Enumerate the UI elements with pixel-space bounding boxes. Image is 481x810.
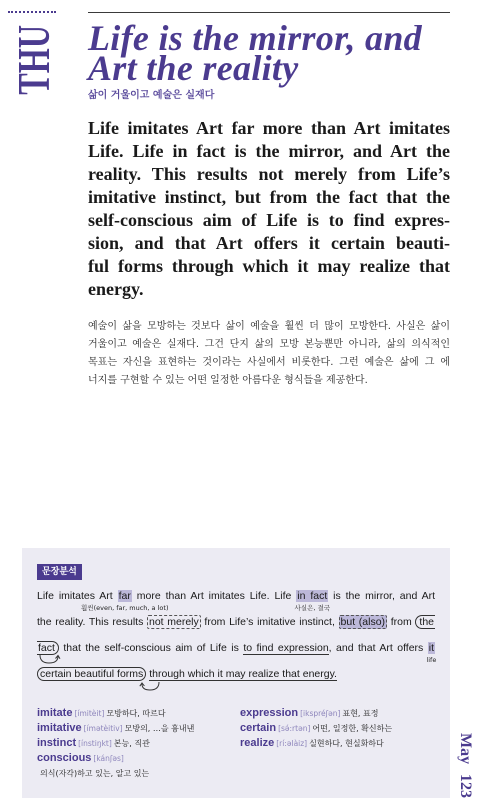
- sentence-text: [387, 616, 415, 628]
- vocab-pronunciation: [sə́:rtən]: [278, 724, 311, 733]
- korean-line: 목표는 자신을 표현하는 것이라는 사실에서 비롯한다. 그런 예술은 삶에 그 에: [88, 357, 450, 368]
- gloss-note: life: [426, 656, 437, 664]
- vocab-pronunciation: [ímətèitiv]: [83, 724, 123, 733]
- english-line: ful forms through which it may realize that: [88, 256, 450, 276]
- phrase-text: in fact: [297, 590, 328, 602]
- sentence-text: [328, 590, 435, 602]
- connector-arrow-icon: [36, 654, 62, 665]
- vocab-item: [240, 704, 392, 719]
- sentence-text: [329, 642, 428, 654]
- phrase-text: from: [387, 616, 416, 628]
- analysis-label: 문장분석: [37, 564, 82, 580]
- vocab-meaning: 어떤, 일정한, 확신하는: [312, 724, 393, 733]
- page-title: [88, 18, 458, 88]
- gloss-note: 훨씬(even, far, much, a lot): [81, 604, 169, 612]
- phrase-text: far: [118, 590, 131, 602]
- vocab-meaning: 모방하다, 따르다: [106, 709, 166, 718]
- analysis-line: [37, 640, 435, 666]
- vocab-meaning: 표현, 표정: [342, 709, 379, 718]
- korean-line: 거울이고 예술은 실재다. 그건 단지 삶의 모방 본능뿐만 아니라, 삶의 의식적인: [88, 339, 450, 350]
- english-line: reality. This results not merely from Life’s: [88, 164, 450, 184]
- phrase-text: it: [428, 642, 434, 654]
- english-passage: [88, 117, 450, 301]
- marked-phrase: [415, 615, 435, 629]
- vocab-meaning: 본능, 직관: [113, 739, 150, 748]
- vocab-word: certain: [240, 722, 277, 734]
- marked-phrase: [37, 667, 146, 681]
- korean-translation: [88, 318, 450, 390]
- marked-phrase: [243, 642, 328, 655]
- marked-phrase: [339, 615, 388, 629]
- page-number: 123: [457, 774, 474, 799]
- vocab-word: instinct: [37, 737, 77, 749]
- marked-phrase: [149, 668, 337, 681]
- vocab-item: [37, 749, 194, 779]
- vocab-word: conscious: [37, 752, 92, 764]
- vocab-column-left: [37, 704, 194, 779]
- title-line-2: Art the reality: [88, 48, 299, 88]
- dotted-ornament: [8, 11, 56, 13]
- sentence-text: [59, 642, 243, 654]
- marked-phrase: [147, 615, 201, 629]
- vocab-word: expression: [240, 707, 299, 719]
- phrase-text: but (also): [340, 616, 386, 628]
- sentence-text: [201, 616, 339, 628]
- marked-phrase: [426, 642, 437, 664]
- vocab-pronunciation: [ímitèit]: [74, 709, 105, 718]
- sentence-text: [37, 616, 147, 628]
- phrase-text: fact: [38, 642, 55, 654]
- english-line: self-conscious aim of Life is to find expres-: [88, 210, 450, 230]
- phrase-text: not merely: [148, 616, 199, 628]
- marked-phrase: [294, 590, 331, 612]
- vocab-item: [240, 719, 392, 734]
- english-line: Life imitates Art far more than Art imitates: [88, 118, 450, 138]
- phrase-text: the: [419, 616, 435, 628]
- vocab-word: realize: [240, 737, 275, 749]
- vocab-pronunciation: [ikspréʃən]: [300, 709, 341, 718]
- vocab-column-right: [240, 704, 392, 749]
- header-rule: [88, 12, 450, 13]
- phrase-text: the reality. This results: [37, 616, 147, 628]
- english-line: energy.: [88, 279, 144, 299]
- phrase-text: through which it may realize that energy.: [149, 668, 337, 680]
- sentence-text: [37, 590, 118, 602]
- korean-subtitle: 삶이 거울이고 예술은 실재다: [88, 90, 215, 101]
- english-line: imitative instinct, but from the fact that the: [88, 187, 450, 207]
- phrase-text: Life imitates Art: [37, 590, 118, 602]
- vocab-item: [37, 704, 194, 719]
- vocab-meaning: 실현하다, 현실화하다: [309, 739, 384, 748]
- vocab-pronunciation: [rí:əlàiz]: [276, 739, 308, 748]
- day-label: THU: [8, 24, 59, 95]
- phrase-text: certain beautiful forms: [40, 668, 144, 680]
- analysis-line: [37, 614, 435, 640]
- title-line-1: Life is the mirror, and: [88, 18, 422, 58]
- phrase-text: from Life’s imitative instinct,: [200, 616, 339, 628]
- phrase-text: that the self-conscious aim of Life is: [58, 642, 244, 654]
- connector-arrow-icon: [139, 681, 163, 692]
- phrase-text: , and that Art offers: [328, 642, 428, 654]
- vocab-item: [37, 734, 194, 749]
- gloss-note: 사실은, 결국: [294, 604, 331, 612]
- marked-phrase: [37, 641, 59, 655]
- korean-line: 너지를 구현할 수 있는 어떤 일정한 아름다운 형식들을 제공한다.: [88, 375, 368, 386]
- page-footer: [454, 733, 476, 798]
- vocab-item: [37, 719, 194, 734]
- marked-phrase: [81, 590, 169, 612]
- analysis-line: [37, 666, 435, 692]
- vocab-word: imitate: [37, 707, 73, 719]
- phrase-text: to find expression: [243, 642, 329, 654]
- vocab-pronunciation: [kánʃəs]: [93, 754, 124, 763]
- vocab-word: imitative: [37, 722, 82, 734]
- analysis-line: [37, 588, 435, 614]
- phrase-text: more than Art imitates Life. Life: [131, 590, 297, 602]
- sentence-text: [132, 590, 296, 602]
- korean-line: 예술이 삶을 모방하는 것보다 삶이 예술을 훨씬 더 많이 모방한다. 사실은 삶이: [88, 321, 450, 332]
- vocab-pronunciation: [ínstiŋkt]: [78, 739, 112, 748]
- annotated-sentence: [37, 588, 435, 692]
- vocab-item: [240, 734, 392, 749]
- vocab-meaning: 모방의, …을 흉내낸: [124, 724, 195, 733]
- vocab-meaning: 의식(자각)하고 있는, 알고 있는: [40, 769, 150, 778]
- english-line: Life. Life in fact is the mirror, and Art the: [88, 141, 450, 161]
- phrase-text: is the mirror, and Art: [328, 590, 436, 602]
- english-line: sion, and that Art offers it certain beauti-: [88, 233, 450, 253]
- footer-month: May: [457, 733, 474, 765]
